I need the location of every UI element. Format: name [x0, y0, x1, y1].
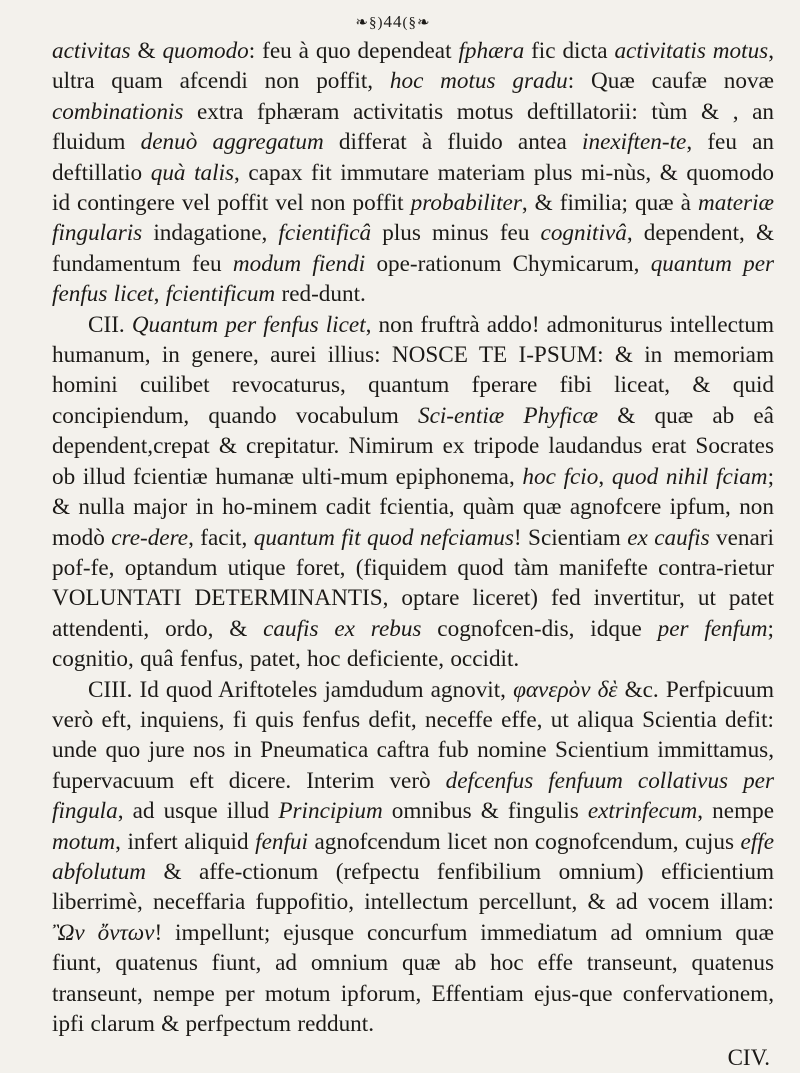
text-body	[52, 36, 774, 1039]
text-run: ope-rationum Chymicarum,	[365, 250, 651, 277]
italic-run: activitas	[52, 38, 131, 64]
italic-run: extrinfecum	[587, 798, 698, 825]
italic-run: fcientificâ	[278, 220, 372, 247]
italic-run: quantum per fenfus licet	[52, 250, 775, 308]
text-run: venari pof-fe, optandum utique foret, (fiquidem quod tàm manifefte contra-rietur VOLUNTATI DETERMINANTIS, optare liceret) fed invertitur, ut patet attendenti, ordo, &	[52, 524, 774, 642]
catchword: CIV.	[727, 1045, 770, 1071]
text-run: , ad usque illud	[117, 798, 279, 825]
text-run: &	[130, 38, 163, 64]
text-run: ! Scientiam	[513, 524, 628, 551]
italic-run: hoc motus gradu	[389, 68, 568, 95]
header-ornament-right: (§❧	[402, 15, 431, 31]
text-run: , dependent, & fundamentum feu	[52, 220, 774, 277]
text-run: plus minus feu	[371, 220, 541, 247]
italic-run: effe abfolutum	[52, 828, 774, 885]
paragraph-continuation	[52, 36, 774, 310]
text-run: CIII. Id quod Ariftoteles jamdudum agnovit,	[88, 676, 514, 703]
header-ornament-left: ❧§)	[355, 15, 384, 31]
italic-run: hoc fcio	[522, 463, 599, 490]
italic-run: caufis ex rebus	[263, 615, 422, 642]
text-run: red-dunt.	[275, 281, 366, 308]
italic-run: defcenfus fenfuum collativus per fingula	[52, 767, 774, 825]
text-run: indagatione,	[142, 220, 279, 247]
text-run: ! impellunt; ejusque concurfum immediatum ad omnium quæ fiunt, quatenus fiunt, ad omnium quæ ab hoc effe transeunt, quatenus transeunt, nempe per motum ipforum, Effentiam ejus-que confervationem, ipfi clarum & perfpectum reddunt.	[52, 919, 774, 1037]
text-run: & quæ ab eâ dependent,crepat & crepitatur. Nimirum ex tripode laudandus erat Socrates ob illud fcientiæ humanæ ulti-mum epiphonema,	[52, 402, 774, 490]
italic-run: fphæra	[458, 38, 525, 64]
text-run: : feu à quo dependeat	[248, 38, 459, 64]
italic-run: motum	[52, 828, 116, 855]
text-run: , infert aliquid	[115, 828, 256, 855]
page-number: 44	[383, 12, 403, 31]
text-run: ; cognitio, quâ fenfus, patet, hoc deficiente, occidit.	[52, 615, 774, 673]
page-header	[52, 8, 734, 36]
italic-run: quomodo	[162, 38, 249, 64]
italic-run: per fenfum	[657, 615, 768, 642]
italic-run: cre-dere	[111, 524, 189, 551]
text-run: , ultra quam afcendi non poffit,	[52, 38, 774, 95]
text-run: & affe-ctionum (refpectu fenfibilium omnium) efficientium liberrimè, neceffaria fuppofitio, intellectum percellunt, & ad vocem illam:	[52, 858, 774, 916]
italic-run: denuò aggregatum	[140, 129, 324, 156]
text-run: ,	[153, 281, 166, 308]
italic-run: quà talis	[150, 159, 235, 186]
italic-run: modum fiendi	[232, 250, 366, 277]
italic-run: fenfui	[255, 828, 308, 855]
text-run: , feu an deftillatio	[52, 129, 774, 186]
italic-run: combinationis	[52, 98, 184, 125]
italic-run: Sci-entiæ Phyficæ	[417, 402, 599, 429]
text-run: , capax fit immutare materiam plus mi-nùs, & quomodo id contingere vel poffit vel non poffit	[52, 159, 775, 217]
italic-run: quod nihil fciam	[611, 463, 768, 490]
italic-run: cognitivâ	[540, 220, 627, 247]
text-run: ; & nulla major in ho-minem cadit fcientia, quàm quæ agnofcere ipfum, non modò	[52, 463, 775, 551]
italic-run: materiæ fingularis	[52, 190, 774, 247]
italic-run: Principium	[278, 798, 383, 825]
text-run: fic dicta	[524, 38, 615, 64]
italic-run: Quantum per fenfus licet	[131, 311, 366, 338]
text-run: extra fphæram activitatis motus deftillatorii: tùm & , an fluidum	[52, 98, 774, 156]
text-run: , facit,	[188, 524, 254, 551]
italic-run: φανερὸν δὲ	[513, 676, 618, 703]
italic-run: fcientificum	[165, 281, 276, 308]
text-run: , & fimilia; quæ à	[521, 190, 698, 217]
text-run: CII.	[88, 311, 132, 338]
text-run: ,	[598, 463, 612, 490]
text-run: , non fruftrà addo! admoniturus intellectum humanum, in genere, aurei illius: NOSCE TE I-PSUM: & in memoriam homini cuilibet revocaturus, quantum fperare fibi liceat, & quid concipiendum, quando vocabulum	[52, 311, 774, 429]
text-run: : Quæ caufæ novæ	[567, 68, 775, 95]
italic-run: Ὢν ὄντων	[52, 919, 155, 946]
text-run: &c. Perfpicuum verò eft, inquiens, fi quis fenfus defit, neceffe effe, ut aliqua Scientia defit: unde quo jure nos in Pneumatica caftra fub nomine Scientium immittamus, fupervacuum eft dicere. Interim verò	[52, 676, 774, 794]
italic-run: probabiliter	[410, 190, 522, 217]
paragraph-cii	[52, 310, 774, 675]
text-run: differat à fluido antea	[323, 129, 583, 156]
italic-run: inexiften-te	[582, 129, 687, 156]
italic-run: ex caufis	[627, 524, 710, 551]
italic-run: quantum fit quod nefciamus	[253, 524, 514, 551]
text-run: omnibus & fingulis	[382, 798, 588, 825]
italic-run: activitatis motus	[614, 38, 769, 64]
text-run: cognofcen-dis, idque	[421, 615, 658, 642]
text-run: , nempe	[697, 798, 774, 825]
paragraph-ciii	[52, 675, 774, 1040]
text-run: agnofcendum licet non cognofcendum, cujus	[307, 828, 741, 855]
